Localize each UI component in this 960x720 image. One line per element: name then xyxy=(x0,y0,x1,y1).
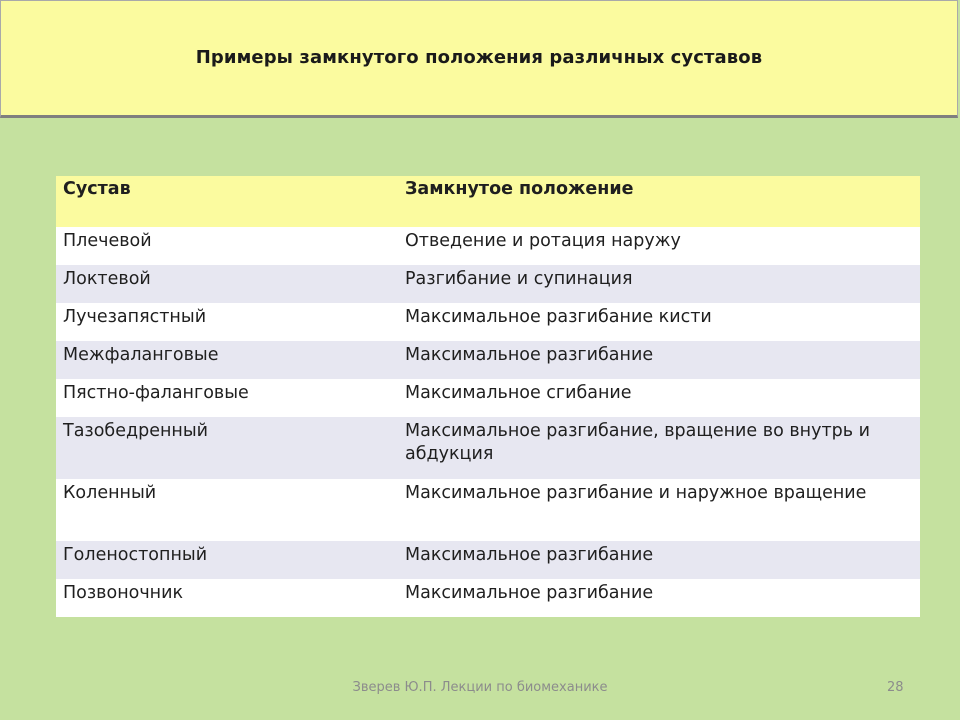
table-row xyxy=(56,341,920,379)
column-header-close-packed-position: Замкнутое положение xyxy=(390,176,920,227)
table-row xyxy=(56,303,920,341)
joint-cell: Локтевой xyxy=(56,265,390,303)
joint-cell: Межфаланговые xyxy=(56,341,390,379)
joints-table xyxy=(56,176,920,617)
table-header-row xyxy=(56,176,920,227)
position-cell: Максимальное разгибание xyxy=(390,341,920,379)
position-cell: Максимальное разгибание, вращение во внутрь и абдукция xyxy=(390,417,920,479)
table-row xyxy=(56,379,920,417)
table-row xyxy=(56,227,920,265)
table-row xyxy=(56,541,920,579)
position-cell: Максимальное разгибание xyxy=(390,541,920,579)
joint-cell: Позвоночник xyxy=(56,579,390,617)
position-cell: Разгибание и супинация xyxy=(390,265,920,303)
position-cell: Отведение и ротация наружу xyxy=(390,227,920,265)
joint-cell: Коленный xyxy=(56,479,390,541)
table-row xyxy=(56,579,920,617)
column-header-joint: Сустав xyxy=(56,176,390,227)
joint-cell: Плечевой xyxy=(56,227,390,265)
table-row xyxy=(56,265,920,303)
slide-footer: Зверев Ю.П. Лекции по биомеханике xyxy=(352,680,608,695)
slide-header xyxy=(0,0,958,118)
position-cell: Максимальное разгибание и наружное вращение xyxy=(390,479,920,541)
joint-cell: Лучезапястный xyxy=(56,303,390,341)
joint-cell: Голеностопный xyxy=(56,541,390,579)
table-row xyxy=(56,479,920,541)
joint-cell: Тазобедренный xyxy=(56,417,390,479)
position-cell: Максимальное разгибание кисти xyxy=(390,303,920,341)
joint-cell: Пястно-фаланговые xyxy=(56,379,390,417)
position-cell: Максимальное разгибание xyxy=(390,579,920,617)
page-number: 28 xyxy=(887,680,904,695)
table-row xyxy=(56,417,920,479)
position-cell: Максимальное сгибание xyxy=(390,379,920,417)
slide-title: Примеры замкнутого положения различных суставов xyxy=(195,47,763,68)
